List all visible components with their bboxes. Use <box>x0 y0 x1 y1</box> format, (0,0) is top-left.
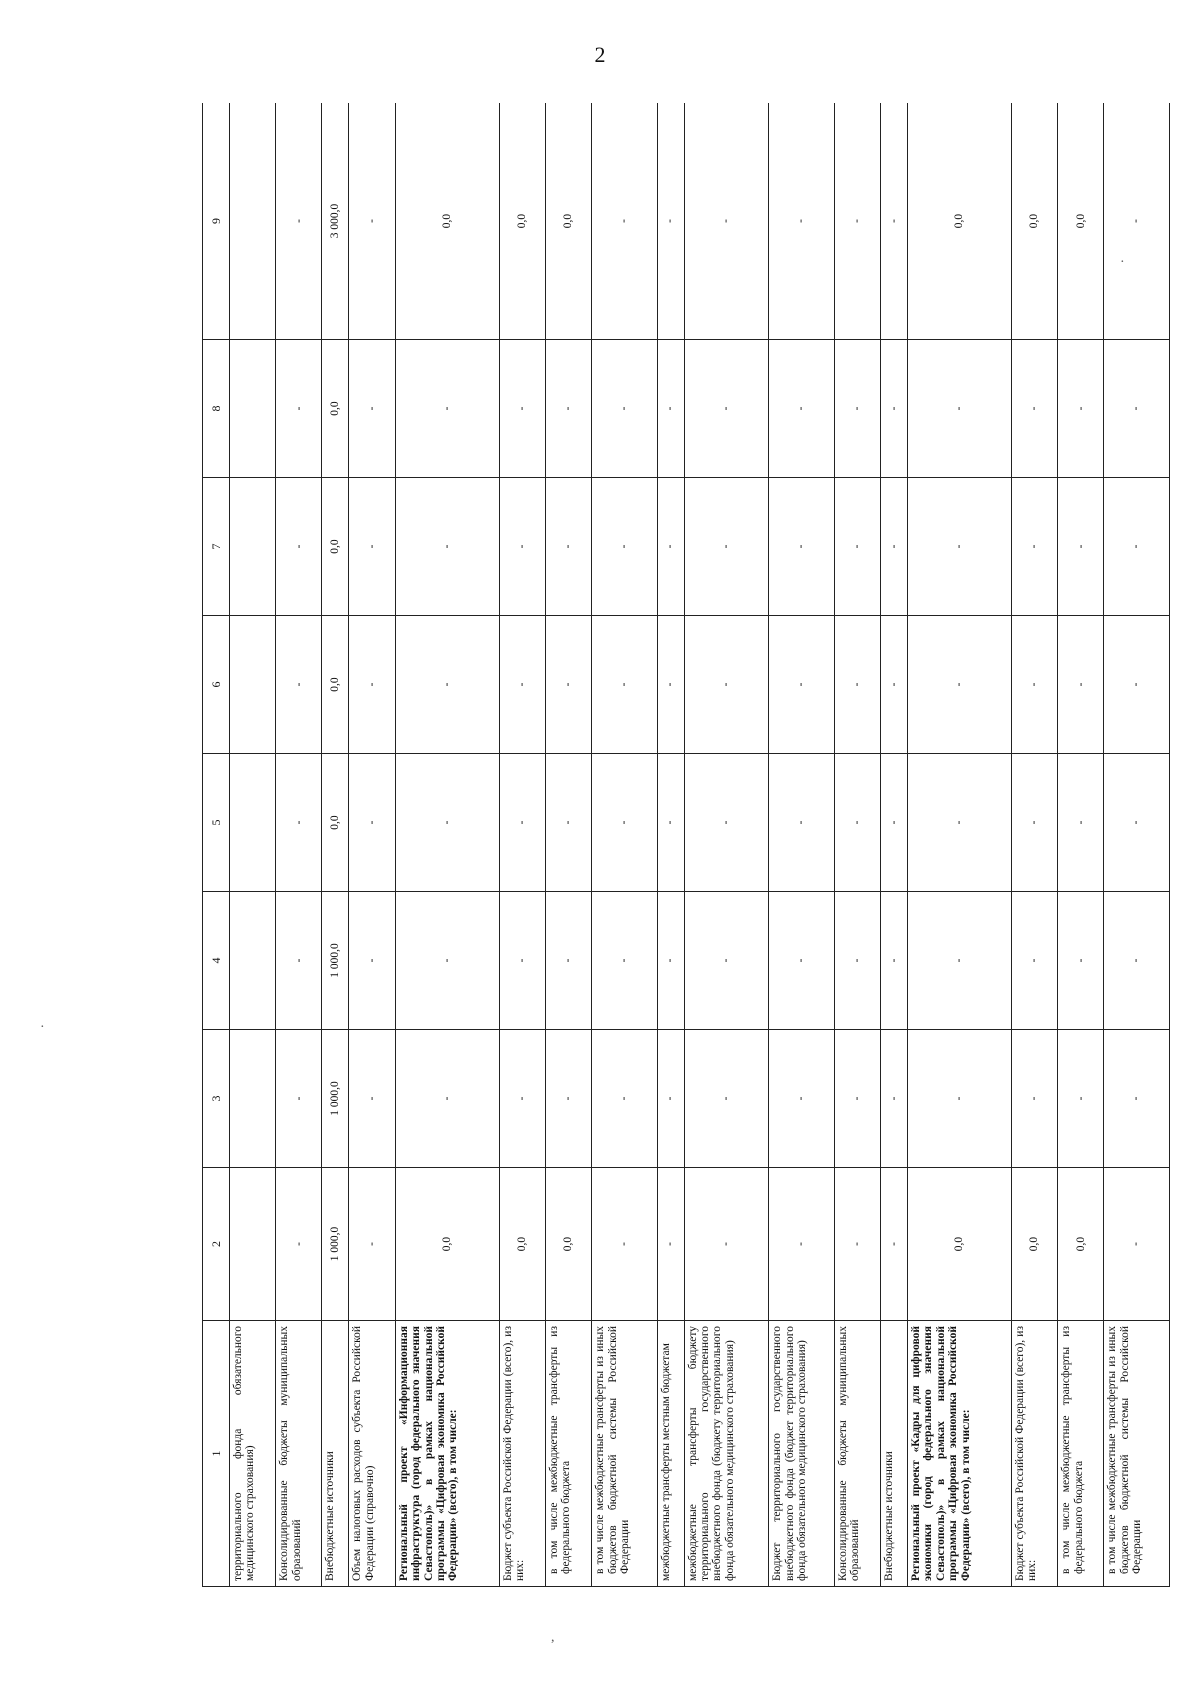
value-cell: - <box>545 1030 591 1168</box>
value-cell: 0,0 <box>395 103 499 340</box>
column-header: 4 <box>203 892 230 1030</box>
value-cell: - <box>907 754 1011 892</box>
value-cell: 0,0 <box>1058 103 1104 340</box>
value-cell <box>230 478 276 616</box>
value-cell: - <box>907 478 1011 616</box>
value-cell: - <box>657 1030 684 1168</box>
value-cell: - <box>1104 1030 1170 1168</box>
value-cell: - <box>349 616 395 754</box>
value-cell: - <box>1104 754 1170 892</box>
value-cell: - <box>880 616 907 754</box>
header-row <box>203 103 230 1587</box>
value-cell: - <box>1011 478 1057 616</box>
value-cell: - <box>349 103 395 340</box>
row-label: в том числе межбюджетные трансферты из иных бюджетов бюджетной системы Российской Федерации <box>1104 1321 1170 1587</box>
value-cell: - <box>349 340 395 478</box>
value-cell: - <box>769 1030 834 1168</box>
value-cell: 0,0 <box>499 1168 545 1321</box>
value-cell: - <box>592 1168 657 1321</box>
value-cell: - <box>545 340 591 478</box>
value-cell: - <box>657 616 684 754</box>
value-cell: 0,0 <box>1011 1168 1057 1321</box>
value-cell: 1 000,0 <box>322 892 349 1030</box>
value-cell: - <box>499 754 545 892</box>
value-cell: - <box>769 1168 834 1321</box>
value-cell: - <box>1058 892 1104 1030</box>
value-cell: - <box>684 616 769 754</box>
value-cell: - <box>769 892 834 1030</box>
row-label: в том числе межбюджетные трансферты из иных бюджетов бюджетной системы Российской Федерации <box>592 1321 657 1587</box>
value-cell: - <box>880 478 907 616</box>
value-cell: - <box>834 103 880 340</box>
value-cell: - <box>276 892 322 1030</box>
value-cell: - <box>1104 892 1170 1030</box>
value-cell: - <box>834 616 880 754</box>
row-label: Внебюджетные источники <box>880 1321 907 1587</box>
row-label: территориального фонда обязательного медицинского страхования) <box>230 1321 276 1587</box>
value-cell: - <box>684 1168 769 1321</box>
table-row <box>769 103 834 1587</box>
value-cell: 0,0 <box>322 478 349 616</box>
table-body <box>230 103 1170 1587</box>
value-cell: - <box>1104 616 1170 754</box>
value-cell: - <box>276 478 322 616</box>
value-cell: - <box>592 892 657 1030</box>
value-cell: - <box>880 1030 907 1168</box>
value-cell: - <box>684 340 769 478</box>
table-row <box>230 103 276 1587</box>
value-cell <box>230 1030 276 1168</box>
row-label: Бюджет субъекта Российской Федерации (всего), из них: <box>1011 1321 1057 1587</box>
value-cell: - <box>276 1030 322 1168</box>
column-header: 6 <box>203 616 230 754</box>
value-cell: - <box>499 478 545 616</box>
value-cell: - <box>907 892 1011 1030</box>
value-cell: - <box>1011 616 1057 754</box>
value-cell: - <box>395 616 499 754</box>
value-cell: - <box>1011 754 1057 892</box>
value-cell: - <box>880 1168 907 1321</box>
table-row <box>276 103 322 1587</box>
value-cell: 3 000,0 <box>322 103 349 340</box>
table-row <box>1011 103 1057 1587</box>
value-cell: - <box>1011 1030 1057 1168</box>
value-cell: 0,0 <box>499 103 545 340</box>
value-cell: - <box>1011 340 1057 478</box>
value-cell: - <box>684 478 769 616</box>
value-cell: - <box>395 1030 499 1168</box>
value-cell: - <box>907 340 1011 478</box>
value-cell <box>230 892 276 1030</box>
value-cell: - <box>276 103 322 340</box>
value-cell: - <box>349 478 395 616</box>
table-row <box>1104 103 1170 1587</box>
value-cell: - <box>349 1030 395 1168</box>
value-cell: - <box>545 478 591 616</box>
value-cell: 0,0 <box>907 103 1011 340</box>
value-cell: - <box>657 892 684 1030</box>
row-label: Региональный проект «Кадры для цифровой экономики (город федерального значения Севастополь)» в рамках национальной программы «Цифровая экономика Российской Федерации» (всего), в том числе: <box>907 1321 1011 1587</box>
value-cell: 0,0 <box>1058 1168 1104 1321</box>
value-cell: - <box>907 1030 1011 1168</box>
value-cell: 0,0 <box>545 103 591 340</box>
scan-speck: , <box>551 1630 555 1645</box>
table-row <box>907 103 1011 1587</box>
table-row <box>545 103 591 1587</box>
value-cell: - <box>657 103 684 340</box>
value-cell: - <box>499 892 545 1030</box>
scan-speck: · <box>40 1020 45 1035</box>
row-label: Объем налоговых расходов субъекта Российской Федерации (справочно) <box>349 1321 395 1587</box>
row-label: межбюджетные трансферты местным бюджетам <box>657 1321 684 1587</box>
value-cell: - <box>657 1168 684 1321</box>
value-cell: - <box>684 103 769 340</box>
value-cell <box>230 1168 276 1321</box>
table-row <box>834 103 880 1587</box>
value-cell: - <box>657 340 684 478</box>
value-cell: - <box>834 1030 880 1168</box>
column-header: 9 <box>203 103 230 340</box>
value-cell: - <box>395 340 499 478</box>
value-cell: 1 000,0 <box>322 1030 349 1168</box>
value-cell: - <box>834 340 880 478</box>
value-cell: - <box>1058 754 1104 892</box>
scan-speck: · <box>1120 255 1125 270</box>
table-row <box>349 103 395 1587</box>
row-label: Консолидированные бюджеты муниципальных образований <box>834 1321 880 1587</box>
value-cell: - <box>395 892 499 1030</box>
value-cell: - <box>1104 478 1170 616</box>
value-cell: - <box>880 103 907 340</box>
value-cell: - <box>276 1168 322 1321</box>
value-cell <box>230 616 276 754</box>
value-cell: 0,0 <box>395 1168 499 1321</box>
value-cell: - <box>1011 892 1057 1030</box>
column-header: 2 <box>203 1168 230 1321</box>
value-cell: - <box>834 478 880 616</box>
value-cell: - <box>395 478 499 616</box>
value-cell: - <box>1058 478 1104 616</box>
value-cell: - <box>395 754 499 892</box>
value-cell: - <box>1104 1168 1170 1321</box>
table-row <box>1058 103 1104 1587</box>
row-label: межбюджетные трансферты бюджету территориального государственного внебюджетного фонда (бюджету территориального фонда обязательного медицинского страхования) <box>684 1321 769 1587</box>
value-cell: 1 000,0 <box>322 1168 349 1321</box>
column-header: 1 <box>203 1321 230 1587</box>
value-cell: - <box>769 754 834 892</box>
value-cell <box>230 340 276 478</box>
table-row <box>684 103 769 1587</box>
value-cell: - <box>769 478 834 616</box>
value-cell <box>230 103 276 340</box>
value-cell: - <box>834 754 880 892</box>
value-cell: - <box>880 892 907 1030</box>
value-cell: - <box>592 478 657 616</box>
page-number: 2 <box>594 42 606 67</box>
rotated-table-wrapper <box>202 103 1170 1587</box>
value-cell: - <box>657 478 684 616</box>
value-cell: - <box>349 892 395 1030</box>
value-cell: - <box>769 340 834 478</box>
column-header: 5 <box>203 754 230 892</box>
row-label: Бюджет субъекта Российской Федерации (всего), из них: <box>499 1321 545 1587</box>
value-cell: - <box>880 340 907 478</box>
value-cell: - <box>276 754 322 892</box>
value-cell: - <box>1104 103 1170 340</box>
table-row <box>880 103 907 1587</box>
value-cell: - <box>1058 340 1104 478</box>
value-cell: - <box>499 616 545 754</box>
value-cell: - <box>684 1030 769 1168</box>
column-header: 7 <box>203 478 230 616</box>
row-label: Региональный проект «Информационная инфраструктура (город федерального значения Севастополь)» в рамках национальной программы «Цифровая экономика Российской Федерации» (всего), в том числе: <box>395 1321 499 1587</box>
value-cell: - <box>769 616 834 754</box>
value-cell: - <box>592 1030 657 1168</box>
value-cell: 0,0 <box>545 1168 591 1321</box>
table-row <box>592 103 657 1587</box>
value-cell: - <box>907 616 1011 754</box>
value-cell: - <box>276 340 322 478</box>
value-cell: - <box>880 754 907 892</box>
value-cell: - <box>769 103 834 340</box>
value-cell: - <box>1058 616 1104 754</box>
row-label: Бюджет территориального государственного внебюджетного фонда (бюджет территориального фонда обязательного медицинского страхования) <box>769 1321 834 1587</box>
column-header: 8 <box>203 340 230 478</box>
value-cell: - <box>545 754 591 892</box>
table-row <box>499 103 545 1587</box>
value-cell: - <box>592 103 657 340</box>
value-cell: - <box>592 340 657 478</box>
value-cell: - <box>592 754 657 892</box>
table-row <box>395 103 499 1587</box>
value-cell: - <box>499 340 545 478</box>
value-cell: - <box>499 1030 545 1168</box>
column-header: 3 <box>203 1030 230 1168</box>
value-cell: - <box>349 754 395 892</box>
value-cell: - <box>684 754 769 892</box>
row-label: в том числе межбюджетные трансферты из федерального бюджета <box>545 1321 591 1587</box>
value-cell <box>230 754 276 892</box>
value-cell: 0,0 <box>322 616 349 754</box>
value-cell: - <box>657 754 684 892</box>
value-cell: 0,0 <box>907 1168 1011 1321</box>
value-cell: - <box>684 892 769 1030</box>
row-label: Консолидированные бюджеты муниципальных образований <box>276 1321 322 1587</box>
value-cell: 0,0 <box>1011 103 1057 340</box>
value-cell: - <box>834 892 880 1030</box>
table-row <box>322 103 349 1587</box>
value-cell: - <box>545 892 591 1030</box>
value-cell: - <box>1104 340 1170 478</box>
row-label: Внебюджетные источники <box>322 1321 349 1587</box>
value-cell: - <box>834 1168 880 1321</box>
value-cell: - <box>349 1168 395 1321</box>
value-cell: - <box>1058 1030 1104 1168</box>
value-cell: - <box>592 616 657 754</box>
table-row <box>657 103 684 1587</box>
value-cell: - <box>545 616 591 754</box>
budget-table <box>202 103 1170 1587</box>
value-cell: 0,0 <box>322 754 349 892</box>
row-label: в том числе межбюджетные трансферты из федерального бюджета <box>1058 1321 1104 1587</box>
value-cell: - <box>276 616 322 754</box>
value-cell: 0,0 <box>322 340 349 478</box>
